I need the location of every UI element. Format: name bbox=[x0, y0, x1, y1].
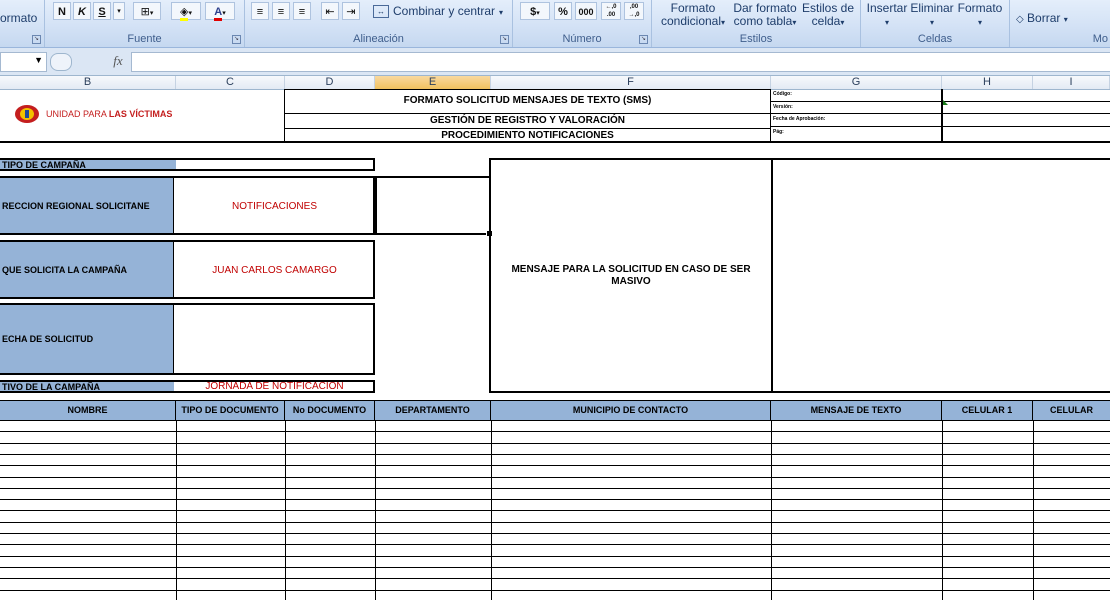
table-row[interactable] bbox=[0, 443, 1110, 444]
campaign-type-field[interactable] bbox=[0, 158, 375, 171]
title-block bbox=[284, 89, 771, 143]
number-launcher-icon[interactable]: ↘ bbox=[640, 36, 647, 42]
chevron-down-icon: ▾ bbox=[188, 10, 192, 17]
regional-direction-label: RECCION REGIONAL SOLICITANE bbox=[0, 178, 174, 233]
chevron-down-icon[interactable]: ▼ bbox=[34, 55, 43, 65]
column-header-e[interactable]: E bbox=[375, 76, 491, 89]
clear-label: Borrar bbox=[1027, 11, 1061, 25]
table-row[interactable] bbox=[0, 590, 1110, 591]
meta-block bbox=[771, 89, 1110, 143]
meta-page-label: Pág: bbox=[773, 129, 784, 135]
format-as-table-button[interactable] bbox=[730, 2, 800, 29]
chevron-down-icon: ▾ bbox=[840, 18, 845, 27]
title-process: GESTIÓN DE REGISTRO Y VALORACIÓN bbox=[429, 115, 626, 126]
align-center-icon[interactable]: ≡ bbox=[272, 2, 290, 20]
meta-date-label: Fecha de Aprobación: bbox=[773, 116, 826, 122]
requester-value: JUAN CARLOS CAMARGO bbox=[212, 265, 337, 276]
currency-button[interactable] bbox=[520, 2, 550, 20]
table-row[interactable] bbox=[0, 533, 1110, 534]
divider bbox=[771, 101, 1110, 102]
column-header-b[interactable]: B bbox=[0, 76, 176, 89]
requester-field[interactable] bbox=[0, 240, 375, 299]
font-group-label: Fuente bbox=[127, 33, 162, 45]
borders-button[interactable] bbox=[133, 2, 161, 20]
header-document-type: TIPO DE DOCUMENTO bbox=[176, 401, 285, 420]
resize-handle-icon[interactable] bbox=[50, 53, 72, 71]
conditional-format-label: Formato condicional bbox=[660, 1, 722, 28]
logo-text-regular: UNIDAD PARA bbox=[46, 109, 109, 119]
header-cellphone-1: CELULAR 1 bbox=[942, 401, 1033, 420]
campaign-objective-field[interactable] bbox=[0, 380, 375, 393]
alignment-launcher-icon[interactable]: ↘ bbox=[501, 36, 508, 42]
header-municipality: MUNICIPIO DE CONTACTO bbox=[491, 401, 771, 420]
table-row[interactable] bbox=[0, 499, 1110, 500]
table-row[interactable] bbox=[0, 488, 1110, 489]
number-group bbox=[513, 0, 652, 47]
request-date-field[interactable] bbox=[0, 303, 375, 375]
bulk-message-block bbox=[489, 158, 1110, 393]
table-row[interactable] bbox=[0, 578, 1110, 579]
thousands-button[interactable]: 000 bbox=[575, 2, 597, 20]
table-row[interactable] bbox=[0, 431, 1110, 432]
merge-center-button[interactable] bbox=[373, 1, 509, 21]
format-label: Formato bbox=[957, 1, 1003, 15]
header-document-number: No DOCUMENTO bbox=[285, 401, 375, 420]
name-box[interactable] bbox=[0, 52, 47, 72]
delete-label: Eliminar bbox=[910, 1, 954, 15]
cell-styles-button[interactable] bbox=[800, 2, 856, 29]
logo-text bbox=[46, 109, 172, 119]
increase-indent-icon[interactable]: ⇥ bbox=[342, 2, 360, 20]
format-button[interactable] bbox=[955, 2, 1005, 29]
header-text-message: MENSAJE DE TEXTO bbox=[771, 401, 942, 420]
styles-group-label: Estilos bbox=[739, 33, 773, 45]
table-row[interactable] bbox=[0, 522, 1110, 523]
cells-group bbox=[861, 0, 1010, 47]
chevron-down-icon: ▾ bbox=[721, 18, 726, 27]
column-header-c[interactable]: C bbox=[176, 76, 285, 89]
delete-button[interactable] bbox=[909, 2, 955, 29]
divider bbox=[941, 89, 943, 143]
chevron-down-icon: ▾ bbox=[499, 8, 504, 17]
font-launcher-icon[interactable]: ↘ bbox=[233, 36, 240, 42]
underline-dropdown-icon[interactable]: ▾ bbox=[113, 2, 125, 20]
font-group bbox=[45, 0, 245, 47]
editing-group bbox=[1010, 0, 1110, 47]
alignment-group-label: Alineación bbox=[353, 33, 404, 45]
italic-button[interactable]: K bbox=[73, 2, 91, 20]
number-group-label: Número bbox=[562, 33, 602, 45]
fill-color-button[interactable] bbox=[171, 2, 201, 20]
function-icon[interactable]: fx bbox=[113, 53, 123, 68]
decrease-decimal-button[interactable]: ,00 →,0 bbox=[624, 2, 644, 20]
column-header-h[interactable]: H bbox=[942, 76, 1033, 89]
column-header-f[interactable]: F bbox=[491, 76, 771, 89]
chevron-down-icon: ▾ bbox=[536, 10, 540, 17]
table-row[interactable] bbox=[0, 454, 1110, 455]
column-header-d[interactable]: D bbox=[285, 76, 375, 89]
align-left-icon[interactable]: ≡ bbox=[251, 2, 269, 20]
column-header-i[interactable]: I bbox=[1033, 76, 1110, 89]
table-row[interactable] bbox=[0, 510, 1110, 511]
font-color-button[interactable] bbox=[205, 2, 235, 20]
ribbon bbox=[0, 0, 1110, 48]
comment-indicator-icon bbox=[943, 100, 948, 105]
campaign-type-label: TIPO DE CAMPAÑA bbox=[0, 159, 176, 170]
cell-styles-label: Estilos de celda bbox=[801, 1, 855, 28]
chevron-down-icon: ▾ bbox=[977, 18, 982, 27]
clear-button[interactable] bbox=[1016, 8, 1086, 28]
chevron-down-icon: ▾ bbox=[884, 18, 889, 27]
cells-group-label: Celdas bbox=[917, 33, 953, 45]
table-row[interactable] bbox=[0, 544, 1110, 545]
logo-text-bold: LAS VÍCTIMAS bbox=[108, 109, 173, 119]
currency-icon: $ bbox=[530, 6, 537, 18]
font-color-icon: A bbox=[214, 6, 222, 21]
chevron-down-icon: ▾ bbox=[792, 18, 797, 27]
header-cellphone-2: CELULAR bbox=[1033, 401, 1110, 420]
campaign-objective-label: TIVO DE LA CAMPAÑA bbox=[0, 382, 174, 391]
request-date-label: ECHA DE SOLICITUD bbox=[0, 305, 174, 373]
meta-code-label: Código: bbox=[773, 91, 792, 97]
bold-button[interactable]: N bbox=[53, 2, 71, 20]
table-row[interactable] bbox=[0, 567, 1110, 568]
header-name: NOMBRE bbox=[0, 401, 176, 420]
clipboard-group bbox=[0, 0, 45, 47]
divider bbox=[771, 126, 1110, 127]
percent-button[interactable]: % bbox=[554, 2, 572, 20]
merge-center-label: Combinar y centrar bbox=[393, 4, 496, 18]
table-row[interactable] bbox=[0, 556, 1110, 557]
chevron-down-icon: ▾ bbox=[222, 10, 226, 17]
copy-format-button[interactable]: ormato bbox=[0, 11, 38, 25]
insert-label: Insertar bbox=[866, 1, 908, 15]
alignment-group bbox=[245, 0, 513, 47]
decrease-indent-icon[interactable]: ⇤ bbox=[321, 2, 339, 20]
selected-cell[interactable] bbox=[375, 176, 491, 235]
campaign-objective-value: JORNADA DE NOTIFICACION bbox=[205, 381, 344, 392]
title-procedure: PROCEDIMIENTO NOTIFICACIONES bbox=[441, 130, 614, 141]
divider bbox=[771, 113, 1110, 114]
column-headers bbox=[0, 76, 1110, 90]
chevron-down-icon: ▾ bbox=[1063, 15, 1068, 24]
clipboard-launcher-icon[interactable]: ↘ bbox=[33, 36, 40, 42]
bulk-message-label: MENSAJE PARA LA SOLICITUD EN CASO DE SER MASIVO bbox=[511, 264, 751, 287]
eraser-icon: ◇ bbox=[1016, 14, 1024, 25]
fill-bucket-icon: ◈ bbox=[180, 6, 188, 21]
conditional-format-button[interactable] bbox=[656, 2, 730, 29]
align-right-icon[interactable]: ≡ bbox=[293, 2, 311, 20]
formula-input[interactable] bbox=[131, 52, 1110, 72]
table-body bbox=[0, 420, 1110, 600]
table-row[interactable] bbox=[0, 477, 1110, 478]
title-format: FORMATO SOLICITUD MENSAJES DE TEXTO (SMS) bbox=[403, 95, 652, 106]
logo-cell bbox=[0, 89, 285, 143]
styles-group bbox=[652, 0, 861, 47]
borders-icon: ⊞ bbox=[140, 6, 150, 18]
regional-direction-field[interactable] bbox=[0, 176, 375, 235]
chevron-down-icon: ▾ bbox=[149, 10, 154, 17]
chevron-down-icon: ▾ bbox=[929, 18, 934, 27]
meta-version-label: Versión: bbox=[773, 104, 793, 110]
underline-button[interactable]: S bbox=[93, 2, 111, 20]
merge-icon: ↔ bbox=[373, 5, 389, 18]
bulk-message-input[interactable] bbox=[773, 160, 1110, 391]
editing-group-label: Mo bbox=[1092, 33, 1108, 45]
divider bbox=[285, 113, 770, 114]
increase-decimal-button[interactable]: ←,0 .00 bbox=[601, 2, 621, 20]
table-row[interactable] bbox=[0, 420, 1110, 421]
header-department: DEPARTAMENTO bbox=[375, 401, 491, 420]
coat-of-arms-icon bbox=[14, 104, 40, 124]
table-row[interactable] bbox=[0, 465, 1110, 466]
requester-label: QUE SOLICITA LA CAMPAÑA bbox=[0, 242, 174, 297]
column-header-g[interactable]: G bbox=[771, 76, 942, 89]
divider bbox=[285, 128, 770, 129]
regional-direction-value: NOTIFICACIONES bbox=[231, 201, 317, 212]
format-as-table-label: Dar formato como tabla bbox=[733, 1, 797, 28]
insert-button[interactable] bbox=[864, 2, 910, 29]
